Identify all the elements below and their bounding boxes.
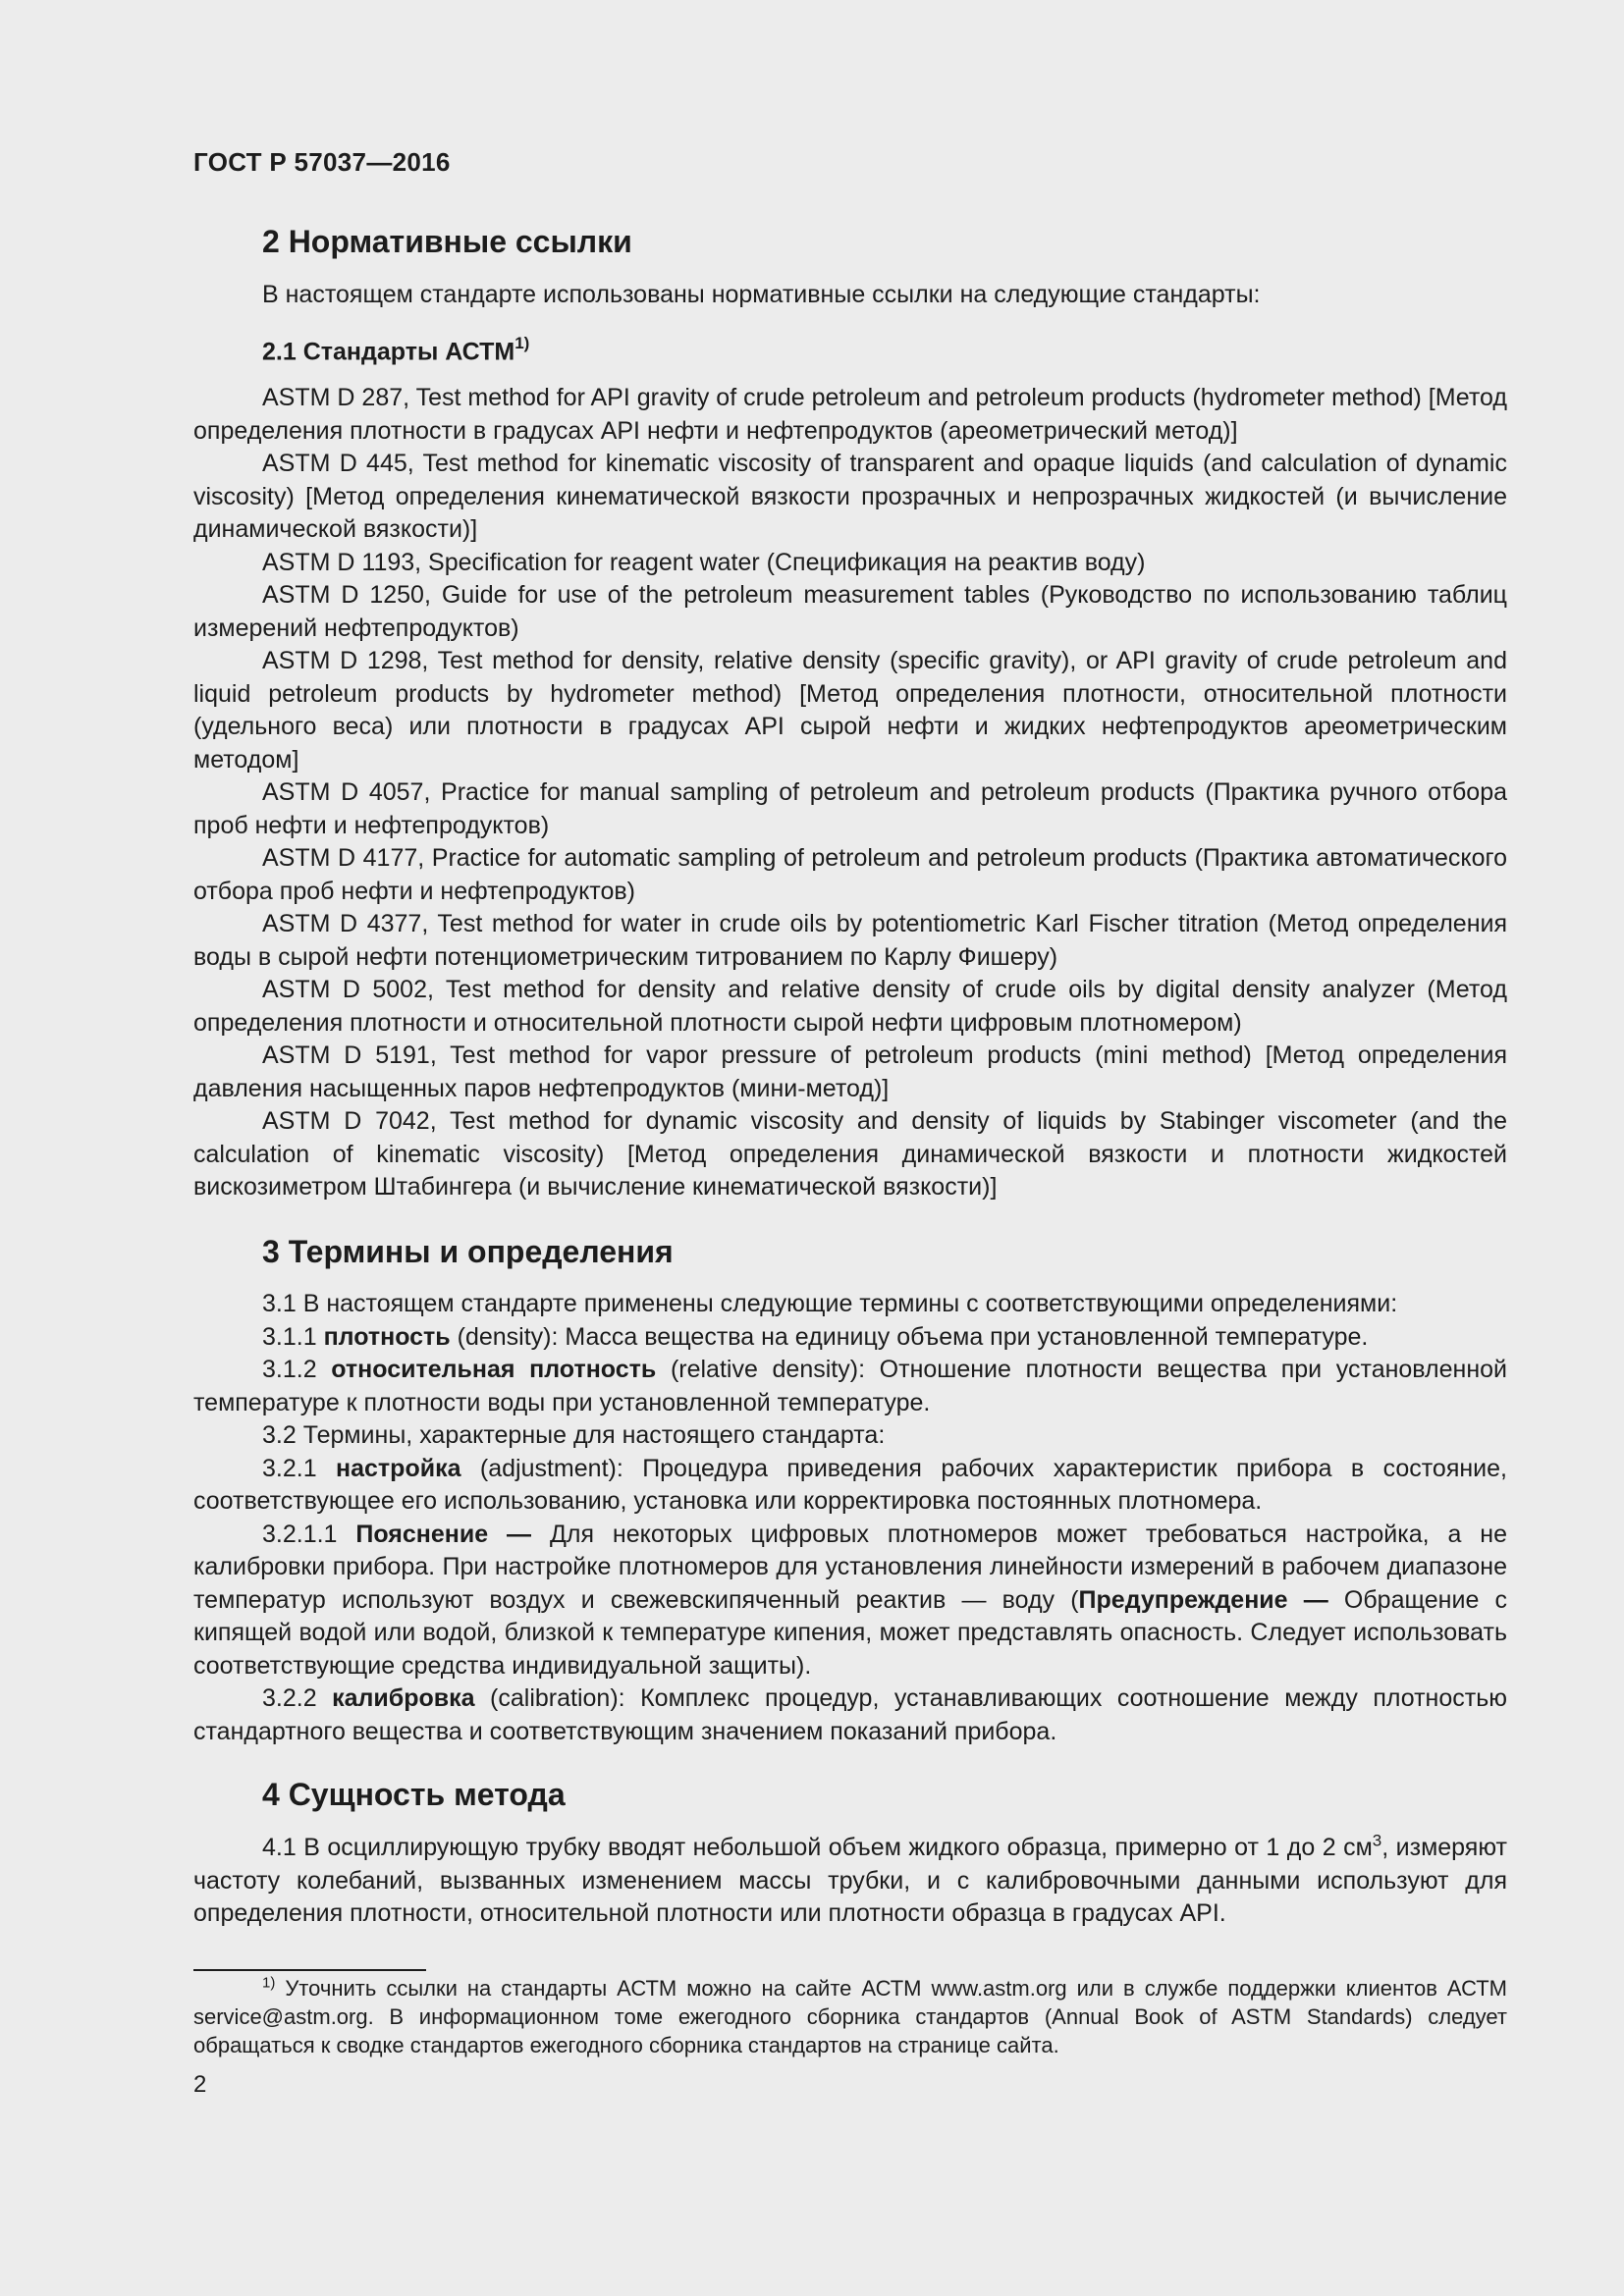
footnote-ref-1: 1): [514, 334, 530, 352]
term-adjustment: настройка: [336, 1454, 461, 1482]
footnote-mark: 1): [262, 1974, 276, 1992]
clause-number: 3.2.1: [262, 1454, 337, 1482]
astm-ref-d4177: ASTM D 4177, Practice for automatic sampling of petroleum and petroleum products (Практика автоматического отбора проб нефти и нефтепродуктов): [193, 844, 1507, 905]
page-number: 2: [193, 2071, 207, 2098]
clause-number: 3.1.1: [262, 1322, 324, 1351]
footnote-text: Уточнить ссылки на стандарты АСТМ можно на сайте АСТМ www.astm.org или в службе поддержки клиентов АСТМ service@astm.org. В информационном томе ежегодного сборника стандартов (Annual Book of ASTM Standards) следует обращаться к сводке стандартов ежегодного сборника стандартов на странице сайта.: [193, 1976, 1507, 2057]
section-2-1-title-text: 2.1 Стандарты АСТМ: [262, 338, 515, 366]
clause-number: 3.1.2: [262, 1356, 332, 1383]
astm-ref-d4377: ASTM D 4377, Test method for water in crude oils by potentiometric Karl Fischer titration (Метод определения воды в сырой нефти потенциометрическим титрованием по Карлу Фишеру): [193, 910, 1507, 971]
astm-ref-d5191: ASTM D 5191, Test method for vapor pressure of petroleum products (mini method) [Метод определения давления насыщенных паров нефтепродуктов (мини-метод)]: [193, 1041, 1507, 1102]
warning-label: Предупреждение —: [1078, 1585, 1328, 1614]
note-label: Пояснение —: [355, 1520, 532, 1548]
astm-ref-d4057: ASTM D 4057, Practice for manual sampling of petroleum and petroleum products (Практика ручного отбора проб нефти и нефтепродуктов): [193, 778, 1507, 839]
clause-number: 3.2.1.1: [262, 1520, 356, 1548]
astm-ref-d5002: ASTM D 5002, Test method for density and relative density of crude oils by digital density analyzer (Метод определения плотности и относительной плотности сырой нефти цифровым плотномером): [193, 976, 1507, 1037]
section-2-intro: В настоящем стандарте использованы нормативные ссылки на следующие стандарты:: [262, 281, 1261, 308]
term-density: плотность: [323, 1322, 451, 1351]
superscript: 3: [1372, 1831, 1382, 1850]
term-definition: (adjustment): Процедура приведения рабочих характеристик прибора в состояние, соответствующее его использованию, установка или корректировка постоянных плотномера.: [193, 1454, 1507, 1515]
term-relative-density: относительная плотность: [331, 1356, 657, 1383]
document-id: ГОСТ Р 57037—2016: [193, 147, 451, 177]
section-4-title: 4 Сущность метода: [262, 1777, 566, 1812]
astm-ref-d445: ASTM D 445, Test method for kinematic viscosity of transparent and opaque liquids (and calculation of dynamic viscosity) [Метод определения кинематической вязкости прозрачных и непрозрачных жидкостей (и вычисление динамической вязкости)]: [193, 450, 1507, 543]
section-3-title: 3 Термины и определения: [262, 1234, 674, 1269]
clause-3-1-2: [193, 1354, 1507, 1419]
method-block: [193, 1832, 1507, 1931]
astm-ref-d287: ASTM D 287, Test method for API gravity of crude petroleum and petroleum products (hydrometer method) [Метод определения плотности в градусах API нефти и нефтепродуктов (ареометрический метод)]: [193, 384, 1507, 445]
clause-text: 4.1 В осциллирующую трубку вводят небольшой объем жидкого образца, примерно от 1 до 2 см: [262, 1834, 1373, 1861]
section-2-1-title: [262, 336, 529, 366]
clause-text: , измеряют частоту колебаний, вызванных изменением массы трубки, и с калибровочными данными используют для определения плотности, относительной плотности или плотности образца в градусах API.: [193, 1834, 1507, 1927]
term-definition: (relative density): Отношение плотности вещества при установленной температуре к плотности воды при установленной температуре.: [193, 1356, 1507, 1416]
terms-block: [193, 1288, 1507, 1748]
clause-3-2-1: [193, 1453, 1507, 1519]
term-calibration: калибровка: [332, 1684, 475, 1712]
term-definition: (calibration): Комплекс процедур, устанавливающих соотношение между плотностью стандартного вещества и соответствующим значением показаний прибора.: [193, 1684, 1507, 1745]
clause-3-1-1: [193, 1321, 1507, 1355]
term-definition: (density): Масса вещества на единицу объема при установленной температуре.: [450, 1322, 1369, 1351]
note-text: Для некоторых цифровых плотномеров может требоваться настройка, а не калибровки прибора. При настройке плотномеров для установления линейности измерений в рабочем диапазоне температур используют воздух и свежевскипяченный реактив — воду (: [193, 1520, 1507, 1614]
astm-ref-d1250: ASTM D 1250, Guide for use of the petroleum measurement tables (Руководство по использованию таблиц измерений нефтепродуктов): [193, 581, 1507, 642]
clause-3-1: 3.1 В настоящем стандарте применены следующие термины с соответствующими определениями:: [262, 1290, 1398, 1317]
section-2-title: 2 Нормативные ссылки: [262, 224, 632, 259]
clause-number: 3.2.2: [262, 1684, 333, 1712]
footnote-1: [193, 1974, 1507, 2059]
clause-3-2-1-1: [193, 1519, 1507, 1683]
astm-ref-d7042: ASTM D 7042, Test method for dynamic viscosity and density of liquids by Stabinger viscometer (and the calculation of kinematic viscosity) [Метод определения динамической вязкости и плотности жидкостей вискозиметром Штабингера (и вычисление кинематической вязкости)]: [193, 1107, 1507, 1201]
clause-3-2: 3.2 Термины, характерные для настоящего стандарта:: [262, 1421, 886, 1449]
clause-3-2-2: [193, 1682, 1507, 1748]
astm-ref-d1193: ASTM D 1193, Specification for reagent water (Спецификация на реактив воду): [262, 548, 1146, 576]
section-2-intro-block: [193, 279, 1507, 312]
clause-4-1: [193, 1832, 1507, 1931]
astm-references-list: [193, 382, 1507, 1204]
astm-ref-d1298: ASTM D 1298, Test method for density, relative density (specific gravity), or API gravity of crude petroleum and liquid petroleum products by hydrometer method) [Метод определения плотности, относительной плотности (удельного веса) или плотности в градусах API сырой нефти и жидких нефтепродуктов ареометрическим методом]: [193, 647, 1507, 774]
footnote: [193, 1974, 1507, 2059]
footnote-separator: [193, 1969, 426, 1971]
warning-text: Обращение с кипящей водой или водой, близкой к температуре кипения, может представлять опасность. Следует использовать соответствующие средства индивидуальной защиты).: [193, 1585, 1507, 1680]
